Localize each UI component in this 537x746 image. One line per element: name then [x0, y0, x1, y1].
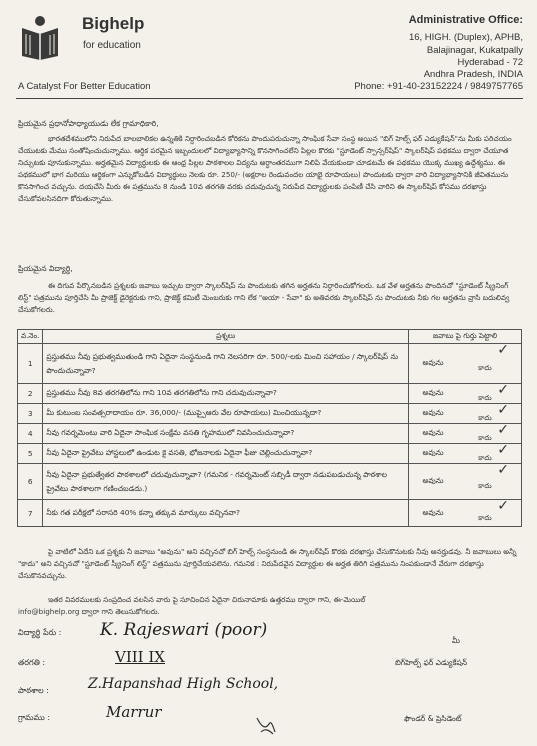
office-address	[293, 14, 523, 94]
answer-no-label: కాదు	[478, 434, 492, 442]
row-number: 1	[18, 344, 43, 384]
answer-no[interactable]	[457, 404, 522, 424]
brand-subtitle: for education	[83, 40, 141, 51]
table-header-row	[18, 330, 522, 344]
answer-yes[interactable]: అవును	[409, 424, 458, 444]
office-line: Balajinagar, Kukatpally	[426, 44, 523, 56]
row-number: 7	[18, 500, 43, 527]
office-title: Administrative Office:	[408, 14, 523, 26]
answer-no-label: కాదు	[478, 414, 492, 422]
initials-scribble-icon	[253, 712, 279, 738]
answer-no-label: కాదు	[478, 454, 492, 462]
eligibility-table	[17, 329, 522, 527]
office-phone: Phone: +91-40-23152224 / 9849757765	[354, 81, 523, 93]
answer-yes[interactable]: అవును	[409, 444, 458, 464]
checkmark-icon: ✓	[497, 422, 509, 438]
header-divider	[16, 98, 523, 99]
answer-yes[interactable]: అవును	[409, 500, 458, 527]
answer-no-label: కాదు	[478, 482, 492, 490]
answer-no-label: కాదు	[478, 513, 492, 522]
class-label: తరగతి :	[18, 658, 46, 667]
col-question-header: ప్రశ్నలు	[43, 330, 409, 344]
village-label: గ్రామము :	[18, 713, 51, 722]
table-row	[18, 384, 522, 404]
table-row	[18, 424, 522, 444]
row-number: 3	[18, 404, 43, 424]
row-number: 6	[18, 464, 43, 500]
intro-paragraph: భారతదేశములోని నిరుపేద బాలబాలికల ఉన్నతికి నిర్ధారించబడిన కోరికను పొందుపరుచున్నా సాంఘిక సేవా సంస్థ అయిన "బిగ్ హెల్ప్ ఫర్ ఎడ్యుకేషన్"ను మీకు పరిచయం చేయుటకు మేము సంతోషించుచున్నాము. ఆర్థిక పరమైన ఇబ్బందులలో విద్యాభ్యాసాన్ని కొనసాగించలేని పిల్లల కొరకు "స్టూడెంట్ స్పాన్సర్‌షిప్" స్కాలర్‌షిప్ పథకము ద్వారా చేయూత నిచ్చుటకు పూనుకున్నాము. అర్హతమైన విద్యార్థులకు ఈ ఆంధ్ర పిల్లల పాఠశాలల విద్యను అర్ధాంతరముగా నిలిపి వేయకుండా చూడటమే ఈ పథకము యొక్క ముఖ్య ఉద్దేశ్యము. ఈ పథకములో భాగ మరియు ఆర్థికంగా ఎన్నుకోబడిన విద్యార్థులు నెలకు రూ. 250/- (అక్షరాల రెండువందల యాభై రూపాయలు) పొందుటకు ద్వారా వారి విద్యాభ్యాసానికి జీవితమును కొనసాగించ వచ్చును. దయచేసి మీరు ఈ పత్రమును 8 నుండి 10వ తరగతి వరకు చదువుచున్న నిరుపేద విద్యార్థులకు పంపిణీ చేసి వారిని ఈ స్కాలర్‌షిప్ కోసము దరఖాస్తు చేసుకోవలసినదిగా కోరుతున్నాము.	[18, 134, 512, 203]
answer-no[interactable]	[457, 424, 522, 444]
checkmark-icon: ✓	[497, 402, 509, 418]
table-row	[18, 344, 522, 384]
checkmark-icon: ✓	[497, 382, 509, 398]
village-value[interactable]: Marrur	[106, 703, 162, 721]
checkmark-icon: ✓	[497, 342, 509, 358]
answer-yes[interactable]: అవును	[409, 404, 458, 424]
founder-signature: ఫౌండర్ & ప్రెసిడెంట్	[404, 714, 462, 723]
tagline: A Catalyst For Better Education	[18, 81, 151, 92]
instruction-paragraph: ఈ దిగువ పేర్కొనబడిన ప్రశ్నలకు జవాబు ఇచ్చుట ద్వారా స్కాలర్‌షిప్ ను పొందుటకు తగిన అర్హతను నిర్ధారించుకోగలరు. ఒక వేళ అర్హతను పొందినచో "స్టూడెంట్ స్క్రీనింగ్ లిస్ట్" పత్రమును పూర్తిచేసి మీ ప్రాజెక్ట్ డైరెక్టరుకు గాని, ప్రాజెక్ట్ కమిటీ మెంబరుకు గాని లేక "అయా - సేవా" కు అతివరకు స్కాలర్‌షిప్ ను పొందుటకు నీకు గల అర్హతను వ్రాసి బదులివ్వ చేసుకోగలరు.	[18, 281, 510, 314]
contact-email: info@bighelp.org ద్వారా గాని తెలుసుకోగలరు.	[18, 607, 160, 616]
answer-no[interactable]	[457, 500, 522, 527]
answer-no[interactable]	[457, 344, 522, 384]
greeting-headmaster: ప్రియమైన ప్రధానోపాధ్యాయుడు లేక గ్రామాధికారి,	[18, 119, 159, 128]
row-question: నీకు గత పరీక్షలో సరాసరి 40% కన్నా తక్కువ మార్కులు వచ్చినవా?	[43, 500, 409, 527]
row-question: ప్రస్తుతము నీవు 8వ తరగతిలోను గాని 10వ తరగతిలోను గాని చదువుచున్నావా?	[43, 384, 409, 404]
answer-yes[interactable]: అవును	[409, 384, 458, 404]
row-question: నీవు ఏదైనా ప్రైవేటు హాస్టలులో ఉండుట కై వసతి, భోజనాలకు ఏదైనా ఫీజు చెల్లించుచున్నావా?	[43, 444, 409, 464]
bighelp-logo-icon	[20, 14, 60, 60]
row-number: 4	[18, 424, 43, 444]
row-number: 2	[18, 384, 43, 404]
student-name-value[interactable]: K. Rajeswari (poor)	[100, 620, 268, 640]
school-label: పాఠశాల :	[18, 686, 49, 695]
table-row	[18, 444, 522, 464]
org-signature: బిగ్‌హెల్ప్ ఫర్ ఎడ్యుకేషన్	[395, 658, 468, 667]
row-question: నీవు ఏదైనా ప్రభుత్వేతర పాఠశాలలో చదువుచున్నావా? (గమనిక - గవర్నమెంట్ సబ్సిడీ ద్వారా నడుపబడుచున్న పాఠశాల ప్రైవేటు పాఠశాలగా గణించబడదు.)	[43, 464, 409, 500]
answer-no[interactable]	[457, 444, 522, 464]
contact-paragraph: ఇతర వివరములకు సంప్రదించ వలసిన వారు పై సూచించిన ఏదైనా చిరునామాకు ఉత్తరము ద్వారా గాని, ఈ-మెయిల్	[48, 595, 366, 604]
table-row	[18, 404, 522, 424]
table-row	[18, 500, 522, 527]
checkmark-icon: ✓	[497, 498, 509, 514]
class-value[interactable]: VIII IX	[115, 648, 165, 666]
col-answer-header: జవాబు పై గుర్తు పెట్టాలి	[409, 330, 522, 344]
rules-paragraph: పై వాటిలో ఏదేని ఒక ప్రశ్నకు నీ జవాబు "అవును" అని వచ్చినచో బిగ్ హెల్ప్ సంస్థనుండి ఈ స్కాలర్‌షిప్ కొరకు దరఖాస్తు చేసుకొనుటకు నీవు అనర్హుడవు. నీ జవాబులు అన్నీ "కాదు" అని వచ్చినచో "స్టూడెంట్ స్క్రీనింగ్ లిస్ట్" పత్రమును పూర్తిచేయవలెను. గమనిక : నిరుపేదవైన విద్యార్థుల ఈ అర్హత తిరిగి పత్రమును నింపకుండానే వేరుగా దరఖాస్తు చేసుకొనవచ్చును.	[18, 547, 517, 580]
row-question: నీవు గవర్నమెంటు వారి ఏదైనా సాంఘిక సంక్షేమ వసతి గృహములో నివసించుచున్నావా?	[43, 424, 409, 444]
school-value[interactable]: Z.Hapanshad High School,	[88, 676, 279, 692]
col-number-header: వ.నెం.	[18, 330, 43, 344]
row-question: ప్రస్తుతము నీవు ప్రభుత్వముతుండి గాని ఏదైనా సంస్థనుండి గాని నెలసరిగా రూ. 500/-లకు మించి సహాయం / స్కాలర్‌షిప్ ను పొందుచున్నావా?	[43, 344, 409, 384]
answer-no-label: కాదు	[478, 394, 492, 402]
office-line: Hyderabad - 72	[457, 56, 523, 68]
greeting-student: ప్రియమైన విద్యార్థి,	[18, 264, 73, 273]
row-number: 5	[18, 444, 43, 464]
brand-name: Bighelp	[82, 14, 145, 33]
table-row	[18, 464, 522, 500]
answer-no[interactable]	[457, 464, 522, 500]
checkmark-icon: ✓	[497, 462, 509, 478]
answer-yes[interactable]: అవును	[409, 344, 458, 384]
answer-no-label: కాదు	[478, 364, 492, 372]
answer-no[interactable]	[457, 384, 522, 404]
office-line: 16, HIGH. (Duplex), APHB,	[408, 32, 523, 44]
signature-salutation: మీ	[452, 636, 460, 645]
student-name-label: విద్యార్థి పేరు :	[18, 628, 62, 637]
answer-yes[interactable]: అవును	[409, 464, 458, 500]
office-line: Andhra Pradesh, INDIA	[423, 69, 523, 81]
row-question: మీ కుటుంబ సంవత్సరాదాయం రూ. 36,000/- (ముప్పైఆరు వేల రూపాయలు) మించియున్నదా?	[43, 404, 409, 424]
checkmark-icon: ✓	[497, 442, 509, 458]
